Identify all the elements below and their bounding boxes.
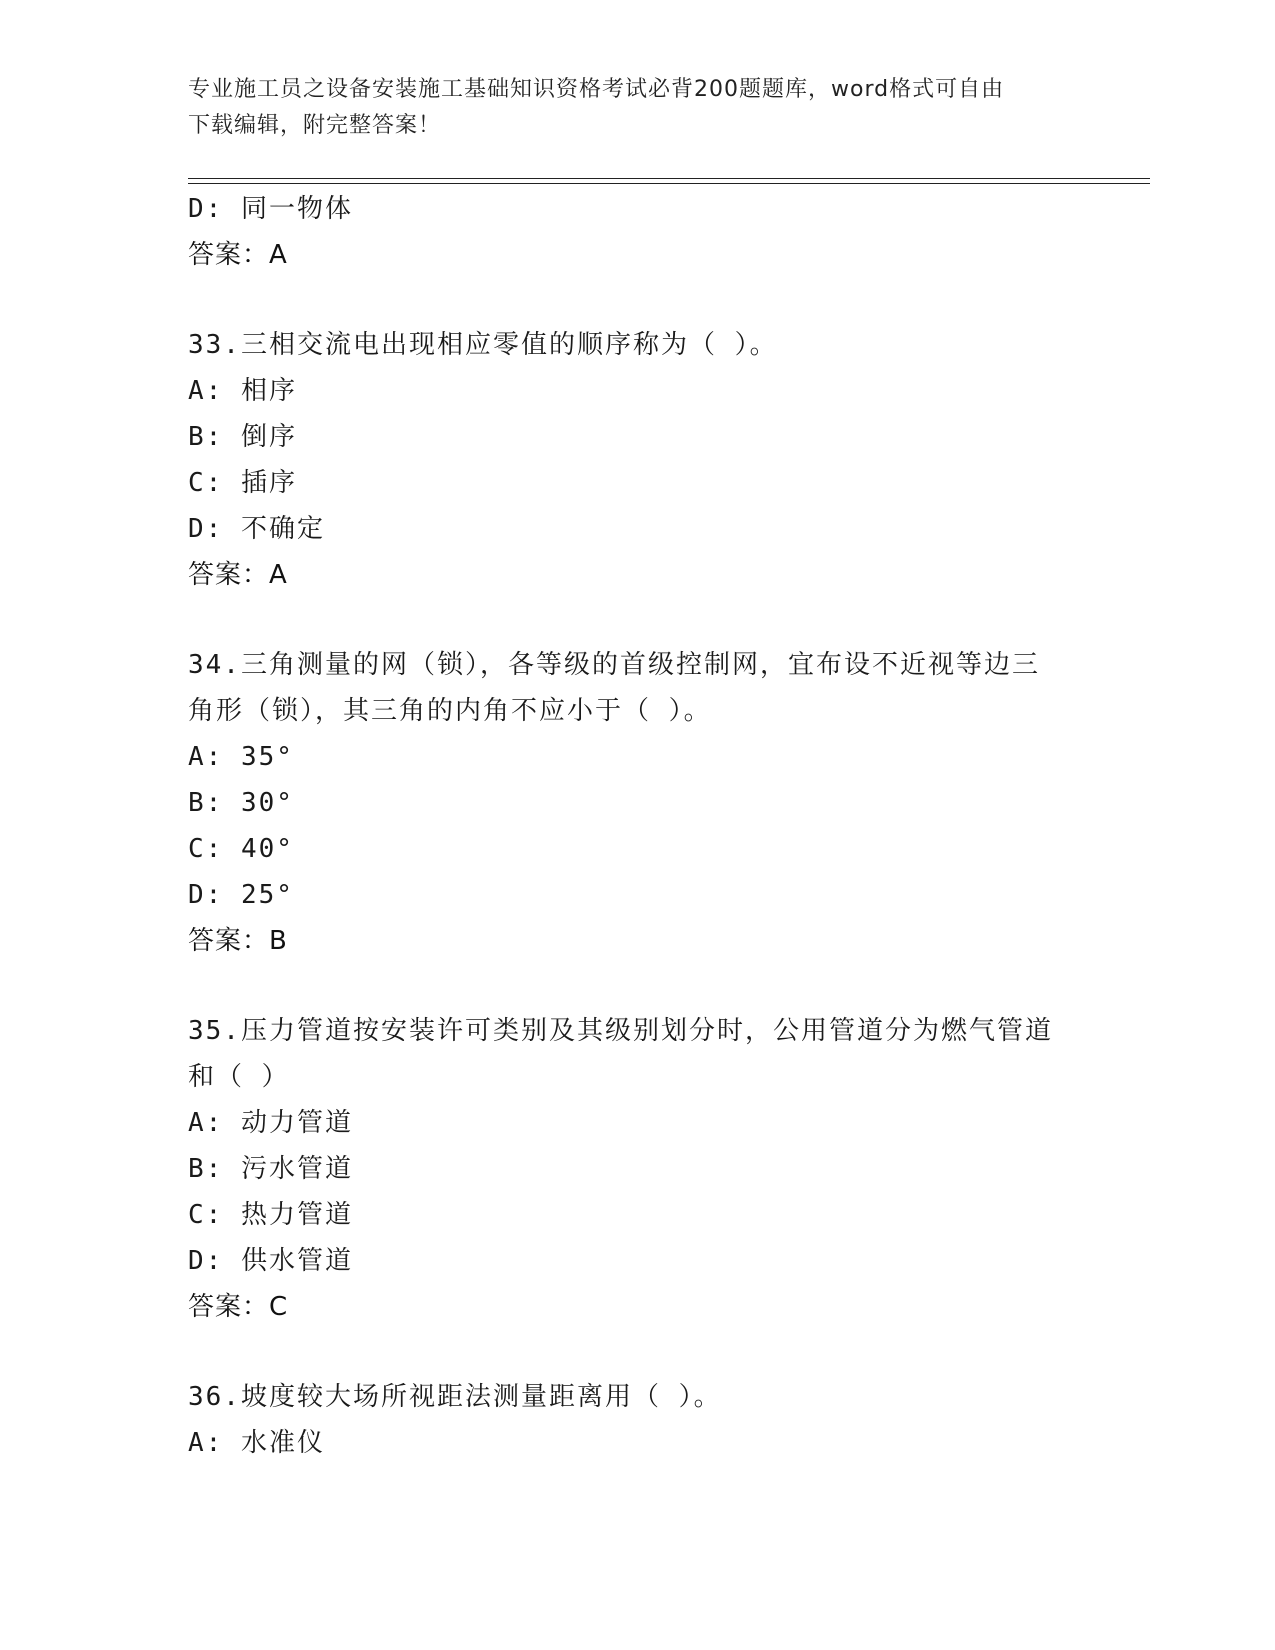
question-33-title-line: 33.三相交流电出现相应零值的顺序称为（ ）。 [188,330,778,360]
question-list [188,186,1088,1466]
spacer [188,1330,1088,1374]
question-34-option-d: D: 25° [188,880,294,910]
spacer [188,598,1088,642]
question-35-answer: 答案：C [188,1292,289,1322]
header-line-2: 下载编辑，附完整答案！ [188,113,442,138]
question-33-answer: 答案：A [188,560,288,590]
question-34-title [188,642,1088,734]
question-35-title-line-1: 35.压力管道按安装许可类别及其级别划分时，公用管道分为燃气管道 [188,1016,1053,1046]
question-34-option-c: C: 40° [188,834,294,864]
question-34-title-line-1: 34.三角测量的网（锁），各等级的首级控制网，宜布设不近视等边三 [188,650,1040,680]
question-36-title-line: 36.坡度较大场所视距法测量距离用（ ）。 [188,1382,722,1412]
header-rule-bottom [188,183,1150,184]
question-33-option-a: A: 相序 [188,376,297,406]
question-34-answer: 答案：B [188,926,288,956]
spacer [188,964,1088,1008]
spacer [188,278,1088,322]
question-34-title-line-2: 角形（锁），其三角的内角不应小于（ ）。 [188,696,712,726]
prev-answer: 答案：A [188,240,288,270]
document-header [188,72,1078,144]
question-35-option-a: A: 动力管道 [188,1108,353,1138]
question-34-option-b: B: 30° [188,788,294,818]
question-33-option-d: D: 不确定 [188,514,325,544]
header-rule-top [188,178,1150,179]
prev-option-d: D: 同一物体 [188,194,353,224]
question-34-option-a: A: 35° [188,742,294,772]
question-36-option-a: A: 水准仪 [188,1428,325,1458]
header-line-1: 专业施工员之设备安装施工基础知识资格考试必背200题题库，word格式可自由 [188,77,1005,102]
question-35-title-line-2: 和（ ） [188,1062,290,1092]
question-33-title [188,322,1088,368]
question-35-option-b: B: 污水管道 [188,1154,353,1184]
question-33-option-b: B: 倒序 [188,422,297,452]
question-35-title [188,1008,1088,1100]
question-35-option-d: D: 供水管道 [188,1246,353,1276]
question-33-option-c: C: 插序 [188,468,297,498]
question-36-title [188,1374,1088,1420]
question-35-option-c: C: 热力管道 [188,1200,353,1230]
